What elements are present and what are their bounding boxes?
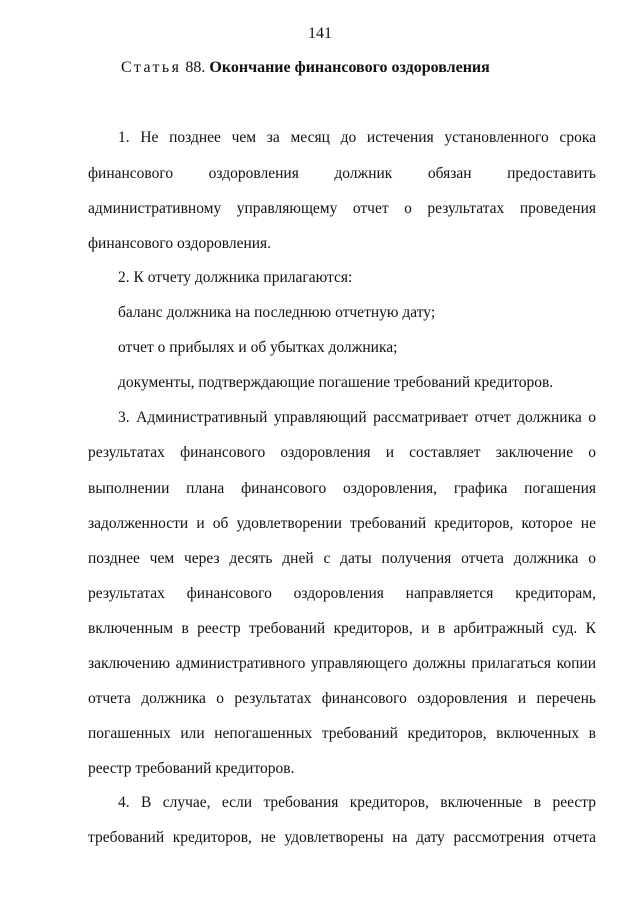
text-line: финансового оздоровления должник обязан предоставить [88, 165, 596, 182]
text-line: включенным в реестр требований кредиторов, и в арбитражный суд. К [88, 620, 596, 637]
text-line: документы, подтверждающие погашение требований кредиторов. [118, 374, 554, 391]
text-line: погашенных или непогашенных требований кредиторов, включенных в [88, 725, 596, 742]
text-line: финансового оздоровления. [88, 235, 272, 252]
text-line: позднее чем через десять дней с даты получения отчета должника о [88, 550, 596, 567]
text-line: выполнении плана финансового оздоровления, графика погашения [88, 480, 596, 497]
text-line: результатах финансового оздоровления и составляет заключение о [88, 444, 596, 461]
text-line: отчета должника о результатах финансового оздоровления и перечень [88, 690, 596, 707]
text-line: задолженности и об удовлетворении требований кредиторов, которое не [88, 515, 596, 532]
article-title: Окончание финансового оздоровления [209, 59, 490, 76]
text-line: реестр требований кредиторов. [88, 760, 295, 777]
text-line: 1. Не позднее чем за месяц до истечения установленного срока [118, 129, 596, 146]
text-line: заключению административного управляющего должны прилагаться копии [88, 655, 596, 672]
text-line: требований кредиторов, не удовлетворены на дату рассмотрения отчета [88, 829, 596, 846]
text-line: отчет о прибылях и об убытках должника; [118, 339, 398, 356]
text-line: 2. К отчету должника прилагаются: [118, 269, 353, 286]
text-line: 3. Административный управляющий рассматривает отчет должника о [118, 409, 596, 426]
text-line: 4. В случае, если требования кредиторов, включенные в реестр [118, 794, 596, 811]
article-label: Статья [121, 59, 182, 76]
text-line: баланс должника на последнюю отчетную дату; [118, 304, 436, 321]
article-number: 88. [185, 59, 206, 76]
page-number: 141 [308, 25, 332, 42]
text-line: административному управляющему отчет о результатах проведения [88, 200, 596, 217]
text-line: результатах финансового оздоровления направляется кредиторам, [88, 585, 596, 602]
article-heading [121, 59, 490, 77]
